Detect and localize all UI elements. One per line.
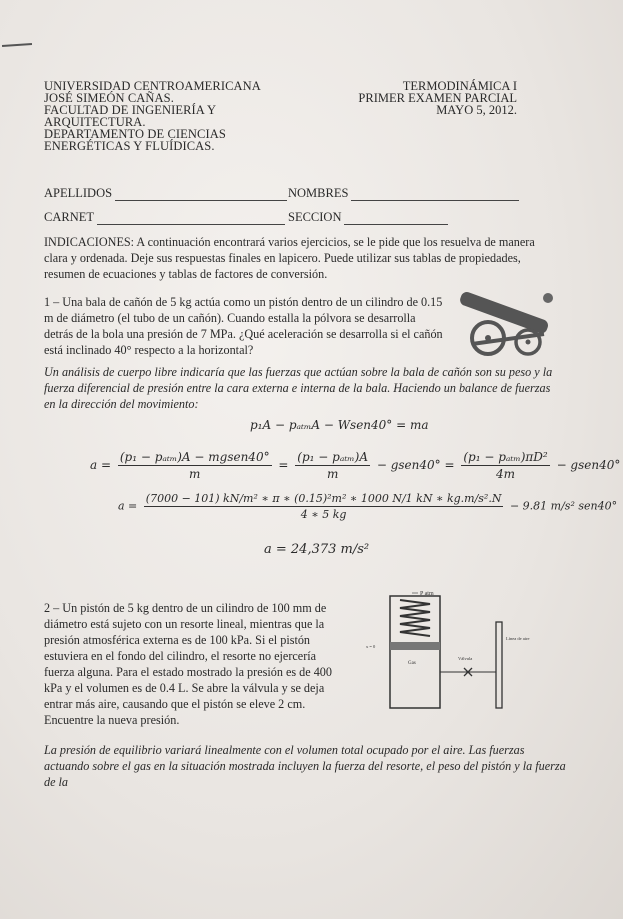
exam-date: MAYO 5, 2012.	[436, 103, 517, 117]
eq3-fraction	[144, 492, 504, 521]
apellidos-label: APELLIDOS	[44, 186, 113, 200]
eq3-end: − 9.81 m/s² sen40°	[509, 499, 618, 513]
course-title: TERMODINÁMICA I	[402, 79, 517, 93]
carnet-row	[44, 210, 285, 225]
pen-mark	[2, 43, 32, 47]
fig-x-label: x = 0	[366, 644, 376, 649]
equation-force-balance: p₁A − pₐₜₘA − Wsen40° = ma	[250, 418, 429, 432]
department-name-2: ENERGÉTICAS Y FLUÍDICAS.	[44, 139, 215, 153]
nombres-label: NOMBRES	[288, 186, 349, 200]
equation-acceleration-general: a = $\frac{\text{(p₁ − pₐₜₘ)A − mgsen40°}}{m}$ = $\frac{\text{(p₁ − pₐₜₘ)A}}{m}$ − gsen40° = $\frac{\text{(p₁ − pₐₜₘ)πD²}}{4m}$ − gsen40°	[90, 450, 621, 481]
eq2-f2-numerator: (p₁ − pₐₜₘ)A	[297, 450, 369, 464]
seccion-label: SECCION	[288, 210, 342, 224]
problem-1-analysis: Un análisis de cuerpo libre indicaría que las fuerzas que actúan sobre la bala de cañón son su peso y la fuerza diferencial de presión entre la cara externa e interna de la bala. Haciendo un balance de fuerzas en la dirección del movimiento:	[44, 365, 553, 411]
fig-gas-label: Gas	[408, 661, 416, 666]
department-name: DEPARTAMENTO DE CIENCIAS	[44, 127, 226, 141]
header-exam-info	[358, 80, 517, 116]
cylinder	[390, 596, 440, 708]
eq2-mid: − gsen40° =	[376, 458, 455, 472]
eq3-numerator: (7000 − 101) kN/m² ∗ π ∗ (0.15)²m² ∗ 1000 N/1 kN ∗ kg.m/s².N	[145, 492, 502, 505]
eq2-lhs: a =	[90, 458, 112, 472]
nombres-field[interactable]	[351, 190, 519, 201]
equation-acceleration-numeric	[118, 492, 617, 521]
apellidos-row	[44, 186, 287, 201]
faculty-name: FACULTAD DE INGENIERÍA Y	[44, 103, 217, 117]
fig-valve-label: Válvula	[458, 656, 473, 661]
exam-title: PRIMER EXAMEN PARCIAL	[358, 91, 517, 105]
apellidos-field[interactable]	[115, 190, 287, 201]
seccion-field[interactable]	[344, 214, 448, 225]
spring	[400, 600, 430, 636]
eq2-fraction-1	[118, 450, 272, 481]
problem-2-analysis: La presión de equilibrio variará linealmente con el volumen total ocupado por el aire. Las fuerzas actuando sobre el gas en la situación mostrada incluyen la fuerza del resorte, el peso del pistón y la fuerza de la	[44, 743, 566, 789]
university-name-2: JOSÉ SIMEÓN CAÑAS.	[44, 91, 174, 105]
header-institution	[44, 80, 261, 152]
eq2-fraction-3	[461, 450, 549, 481]
fig-patm-label: P atm	[420, 591, 434, 597]
problem-2-statement: 2 – Un pistón de 5 kg dentro de un cilindro de 100 mm de diámetro está sujeto con un resorte lineal, mientras que la presión atmosférica externa es de 100 kPa. Si el pistón estuviera en el fondo del cilindro, el resorte no ejercería fuerza alguna. Para el estado mostrado la presión es de 400 kPa y el volumen es de 0.4 L. Se abre la válvula y se deja entrar más aire, causando que el pistón se eleve 2 cm. Encuentre la nueva presión.	[44, 601, 332, 727]
eq2-f1-numerator: (p₁ − pₐₜₘ)A − mgsen40°	[119, 450, 270, 464]
carnet-label: CARNET	[44, 210, 94, 224]
eq3-denominator: 4 ∗ 5 kg	[300, 508, 347, 521]
eq2-f2-denominator: m	[326, 467, 339, 481]
cannon-illustration	[450, 292, 560, 358]
piston	[390, 642, 440, 650]
eq2-f1-denominator: m	[189, 467, 201, 481]
eq2-f3-denominator: 4m	[496, 467, 516, 481]
eq2-fraction-2	[295, 450, 370, 481]
instructions: INDICACIONES: A continuación encontrará varios ejercicios, se le pide que los resuelva de manera clara y ordenada. Deje sus respuestas finales en lapicero. Puede utilizar sus tablas de propiedades, resumen de ecuaciones y tablas de factores de conversión.	[44, 235, 535, 281]
piston-cylinder-diagram	[360, 588, 540, 718]
carnet-field[interactable]	[97, 214, 285, 225]
seccion-row	[288, 210, 448, 225]
nombres-row	[288, 186, 519, 201]
fig-supply-label: Línea de aire	[506, 636, 530, 641]
university-name: UNIVERSIDAD CENTROAMERICANA	[44, 79, 261, 93]
faculty-name-2: ARQUITECTURA.	[44, 115, 146, 129]
problem-1-statement: 1 – Una bala de cañón de 5 kg actúa como un pistón dentro de un cilindro de 0.15 m de diámetro (el tubo de un cañón). Cuando estalla la pólvora se desarrolla detrás de la bola una presión de 7 MPa. ¿Qué aceleración se desarrolla si el cañón está inclinado 40° respecto a la horizontal?	[44, 295, 443, 357]
eq3-lhs: a =	[118, 499, 138, 513]
eq2-f3-numerator: (p₁ − pₐₜₘ)πD²	[463, 450, 548, 464]
eq2-end: − gsen40°	[556, 458, 621, 472]
equation-result: a = 24,373 m/s²	[264, 542, 370, 557]
air-supply-line	[496, 622, 502, 708]
